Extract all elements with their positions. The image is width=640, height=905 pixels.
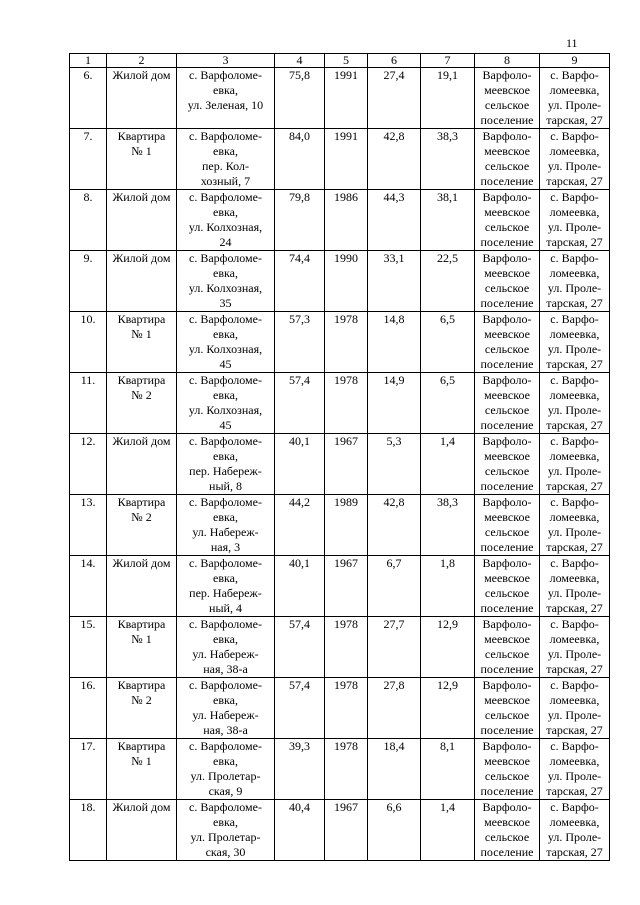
object-address: с. Варфоломе- евка, пер. Кол- хозный, 7	[177, 129, 275, 190]
owner-address: с. Варфо- ломеевка, ул. Проле- тарская, 27	[540, 739, 610, 800]
column-7-value: 12,9	[421, 678, 475, 739]
area-value: 57,4	[275, 373, 325, 434]
column-7-value: 6,5	[421, 312, 475, 373]
column-6-value: 27,7	[368, 617, 421, 678]
owner-name: Варфоло- меевское сельское поселение	[475, 190, 540, 251]
object-type: Квартира № 2	[107, 678, 177, 739]
row-number: 7.	[70, 129, 107, 190]
object-type: Квартира № 1	[107, 312, 177, 373]
year-value: 1978	[325, 739, 368, 800]
object-type: Жилой дом	[107, 190, 177, 251]
owner-name: Варфоло- меевское сельское поселение	[475, 678, 540, 739]
row-number: 13.	[70, 495, 107, 556]
row-number: 10.	[70, 312, 107, 373]
area-value: 39,3	[275, 739, 325, 800]
page-number: 11	[566, 36, 578, 50]
column-header: 4	[275, 54, 325, 68]
year-value: 1991	[325, 68, 368, 129]
table-row	[70, 68, 610, 129]
owner-name: Варфоло- меевское сельское поселение	[475, 495, 540, 556]
owner-name: Варфоло- меевское сельское поселение	[475, 434, 540, 495]
table-row	[70, 800, 610, 861]
area-value: 40,4	[275, 800, 325, 861]
owner-address: с. Варфо- ломеевка, ул. Проле- тарская, 27	[540, 678, 610, 739]
year-value: 1967	[325, 556, 368, 617]
object-address: с. Варфоломе- евка, ул. Колхозная, 35	[177, 251, 275, 312]
year-value: 1978	[325, 678, 368, 739]
owner-name: Варфоло- меевское сельское поселение	[475, 129, 540, 190]
column-6-value: 42,8	[368, 129, 421, 190]
owner-address: с. Варфо- ломеевка, ул. Проле- тарская, 27	[540, 68, 610, 129]
owner-name: Варфоло- меевское сельское поселение	[475, 373, 540, 434]
owner-address: с. Варфо- ломеевка, ул. Проле- тарская, 27	[540, 800, 610, 861]
year-value: 1978	[325, 617, 368, 678]
column-7-value: 1,4	[421, 434, 475, 495]
object-type: Жилой дом	[107, 434, 177, 495]
object-address: с. Варфоломе- евка, ул. Пролетар- ская, 30	[177, 800, 275, 861]
column-6-value: 27,8	[368, 678, 421, 739]
column-header: 3	[177, 54, 275, 68]
row-number: 9.	[70, 251, 107, 312]
column-6-value: 14,9	[368, 373, 421, 434]
property-table	[69, 53, 610, 861]
row-number: 14.	[70, 556, 107, 617]
area-value: 57,4	[275, 617, 325, 678]
object-type: Квартира № 2	[107, 373, 177, 434]
column-6-value: 14,8	[368, 312, 421, 373]
object-type: Жилой дом	[107, 68, 177, 129]
owner-address: с. Варфо- ломеевка, ул. Проле- тарская, 27	[540, 617, 610, 678]
object-address: с. Варфоломе- евка, пер. Набереж- ный, 8	[177, 434, 275, 495]
table-row	[70, 434, 610, 495]
row-number: 11.	[70, 373, 107, 434]
area-value: 57,3	[275, 312, 325, 373]
column-7-value: 6,5	[421, 373, 475, 434]
column-7-value: 38,3	[421, 495, 475, 556]
table-row	[70, 190, 610, 251]
year-value: 1990	[325, 251, 368, 312]
row-number: 6.	[70, 68, 107, 129]
column-6-value: 42,8	[368, 495, 421, 556]
owner-name: Варфоло- меевское сельское поселение	[475, 312, 540, 373]
column-7-value: 38,3	[421, 129, 475, 190]
table-row	[70, 129, 610, 190]
row-number: 16.	[70, 678, 107, 739]
column-7-value: 8,1	[421, 739, 475, 800]
area-value: 79,8	[275, 190, 325, 251]
column-6-value: 6,6	[368, 800, 421, 861]
object-address: с. Варфоломе- евка, ул. Набереж- ная, 3	[177, 495, 275, 556]
owner-address: с. Варфо- ломеевка, ул. Проле- тарская, 27	[540, 556, 610, 617]
object-address: с. Варфоломе- евка, ул. Набереж- ная, 38-а	[177, 617, 275, 678]
object-address: с. Варфоломе- евка, ул. Пролетар- ская, 9	[177, 739, 275, 800]
table-row	[70, 617, 610, 678]
object-address: с. Варфоломе- евка, ул. Набереж- ная, 38-а	[177, 678, 275, 739]
object-address: с. Варфоломе- евка, ул. Зеленая, 10	[177, 68, 275, 129]
column-7-value: 19,1	[421, 68, 475, 129]
object-type: Квартира № 1	[107, 129, 177, 190]
owner-address: с. Варфо- ломеевка, ул. Проле- тарская, 27	[540, 251, 610, 312]
area-value: 40,1	[275, 556, 325, 617]
column-6-value: 44,3	[368, 190, 421, 251]
column-6-value: 27,4	[368, 68, 421, 129]
owner-address: с. Варфо- ломеевка, ул. Проле- тарская, 27	[540, 129, 610, 190]
column-header: 2	[107, 54, 177, 68]
owner-address: с. Варфо- ломеевка, ул. Проле- тарская, 27	[540, 373, 610, 434]
owner-name: Варфоло- меевское сельское поселение	[475, 617, 540, 678]
object-type: Квартира № 1	[107, 739, 177, 800]
object-type: Жилой дом	[107, 800, 177, 861]
column-header: 7	[421, 54, 475, 68]
table-row	[70, 251, 610, 312]
owner-address: с. Варфо- ломеевка, ул. Проле- тарская, 27	[540, 312, 610, 373]
area-value: 44,2	[275, 495, 325, 556]
area-value: 57,4	[275, 678, 325, 739]
column-header: 6	[368, 54, 421, 68]
row-number: 8.	[70, 190, 107, 251]
column-6-value: 5,3	[368, 434, 421, 495]
owner-name: Варфоло- меевское сельское поселение	[475, 800, 540, 861]
owner-address: с. Варфо- ломеевка, ул. Проле- тарская, 27	[540, 495, 610, 556]
row-number: 17.	[70, 739, 107, 800]
object-address: с. Варфоломе- евка, ул. Колхозная, 45	[177, 312, 275, 373]
object-address: с. Варфоломе- евка, ул. Колхозная, 45	[177, 373, 275, 434]
owner-name: Варфоло- меевское сельское поселение	[475, 739, 540, 800]
object-type: Жилой дом	[107, 556, 177, 617]
table-row	[70, 373, 610, 434]
year-value: 1978	[325, 373, 368, 434]
object-address: с. Варфоломе- евка, ул. Колхозная, 24	[177, 190, 275, 251]
column-7-value: 38,1	[421, 190, 475, 251]
year-value: 1991	[325, 129, 368, 190]
table-row	[70, 495, 610, 556]
column-6-value: 33,1	[368, 251, 421, 312]
area-value: 74,4	[275, 251, 325, 312]
year-value: 1967	[325, 800, 368, 861]
column-7-value: 1,4	[421, 800, 475, 861]
owner-address: с. Варфо- ломеевка, ул. Проле- тарская, 27	[540, 190, 610, 251]
owner-name: Варфоло- меевское сельское поселение	[475, 556, 540, 617]
area-value: 75,8	[275, 68, 325, 129]
column-7-value: 1,8	[421, 556, 475, 617]
object-type: Квартира № 1	[107, 617, 177, 678]
year-value: 1986	[325, 190, 368, 251]
table-row	[70, 739, 610, 800]
object-type: Квартира № 2	[107, 495, 177, 556]
column-header: 5	[325, 54, 368, 68]
area-value: 40,1	[275, 434, 325, 495]
year-value: 1989	[325, 495, 368, 556]
object-type: Жилой дом	[107, 251, 177, 312]
owner-name: Варфоло- меевское сельское поселение	[475, 68, 540, 129]
row-number: 12.	[70, 434, 107, 495]
year-value: 1978	[325, 312, 368, 373]
row-number: 18.	[70, 800, 107, 861]
owner-address: с. Варфо- ломеевка, ул. Проле- тарская, 27	[540, 434, 610, 495]
owner-name: Варфоло- меевское сельское поселение	[475, 251, 540, 312]
table-row	[70, 312, 610, 373]
column-6-value: 6,7	[368, 556, 421, 617]
column-header: 1	[70, 54, 107, 68]
column-6-value: 18,4	[368, 739, 421, 800]
column-header: 9	[540, 54, 610, 68]
year-value: 1967	[325, 434, 368, 495]
object-address: с. Варфоломе- евка, пер. Набереж- ный, 4	[177, 556, 275, 617]
row-number: 15.	[70, 617, 107, 678]
header-row	[70, 54, 610, 68]
column-header: 8	[475, 54, 540, 68]
column-7-value: 22,5	[421, 251, 475, 312]
column-7-value: 12,9	[421, 617, 475, 678]
table-row	[70, 556, 610, 617]
area-value: 84,0	[275, 129, 325, 190]
table-row	[70, 678, 610, 739]
